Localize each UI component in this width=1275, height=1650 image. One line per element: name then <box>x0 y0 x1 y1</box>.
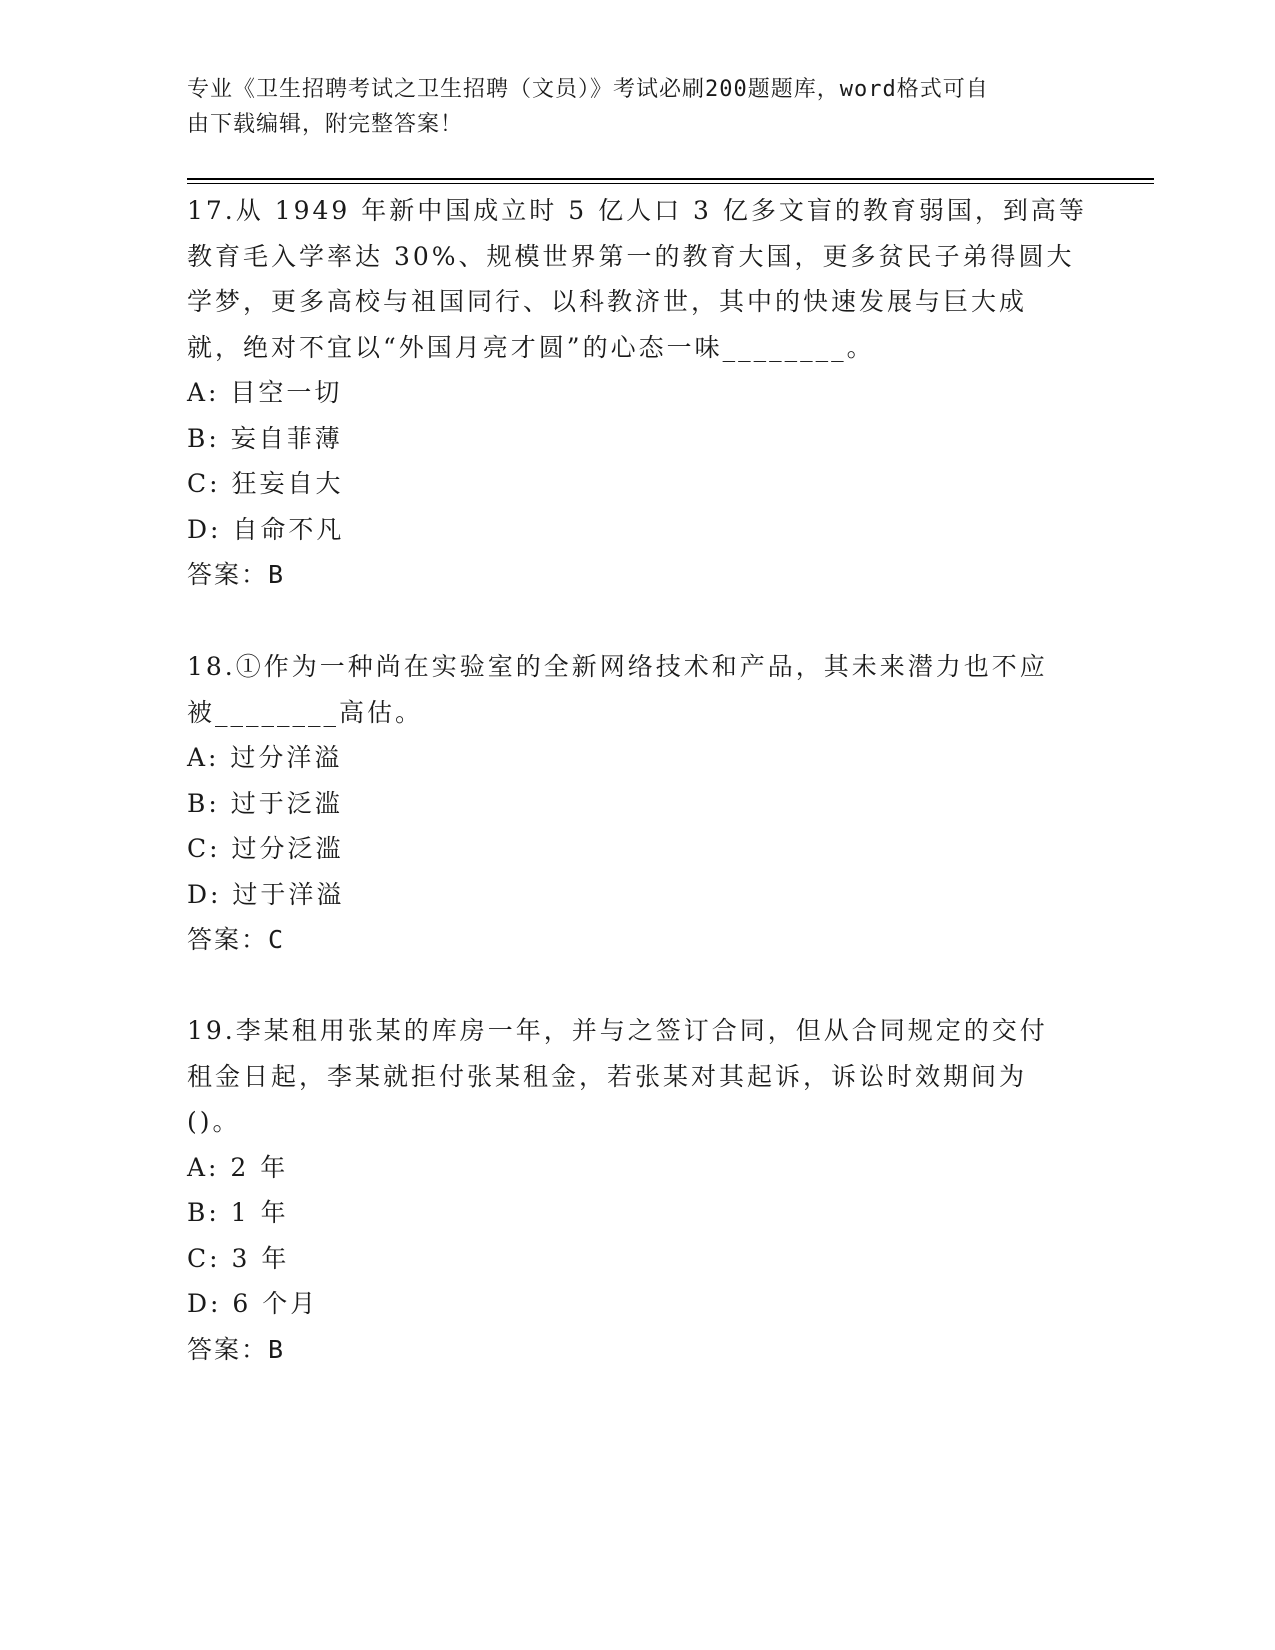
question-17 <box>187 188 1087 598</box>
option-d: D: 自命不凡 <box>187 514 345 544</box>
question-stem-line: ()。 <box>187 1107 241 1136</box>
answer: 答案：B <box>187 1334 286 1364</box>
question-stem-line: 19.李某租用张某的库房一年，并与之签订合同，但从合同规定的交付 <box>187 1016 1048 1045</box>
question-stem-line: 18.①作为一种尚在实验室的全新网络技术和产品，其未来潜力也不应 <box>187 652 1048 681</box>
option-d: D: 过于洋溢 <box>187 879 345 909</box>
question-stem-line: 学梦，更多高校与祖国同行、以科教济世，其中的快速发展与巨大成 <box>187 287 1028 316</box>
option-b: B: 过于泛滥 <box>187 788 343 818</box>
question-18 <box>187 644 1087 963</box>
option-c: C: 狂妄自大 <box>187 469 344 498</box>
question-stem-line: 就，绝对不宜以“外国月亮才圆”的心态一味________。 <box>187 332 875 362</box>
header-divider-thin <box>187 183 1154 184</box>
answer: 答案：C <box>187 925 286 954</box>
question-stem-line: 被________高估。 <box>187 697 424 727</box>
option-a: A: 2 年 <box>187 1152 289 1182</box>
header-line-1: 专业《卫生招聘考试之卫生招聘（文员）》考试必刷200题题库，word格式可自 <box>187 77 989 102</box>
option-b: B: 妄自菲薄 <box>187 423 343 453</box>
option-a: A: 过分洋溢 <box>187 743 343 772</box>
option-c: C: 过分泛滥 <box>187 834 344 863</box>
question-stem-line: 教育毛入学率达 30%、规模世界第一的教育大国，更多贫民子弟得圆大 <box>187 241 1075 271</box>
option-b: B: 1 年 <box>187 1198 289 1227</box>
question-19 <box>187 1008 1087 1372</box>
header-line-2: 由下载编辑，附完整答案！ <box>187 112 464 137</box>
question-stem-line: 17.从 1949 年新中国成立时 5 亿人口 3 亿多文盲的教育弱国，到高等 <box>187 196 1087 225</box>
header-divider-thick <box>187 178 1154 180</box>
option-c: C: 3 年 <box>187 1243 290 1273</box>
answer: 答案：B <box>187 560 286 589</box>
option-a: A: 目空一切 <box>187 378 343 407</box>
document-header <box>187 72 1067 142</box>
question-stem-line: 租金日起，李某就拒付张某租金，若张某对其起诉，诉讼时效期间为 <box>187 1061 1028 1091</box>
option-d: D: 6 个月 <box>187 1289 319 1318</box>
